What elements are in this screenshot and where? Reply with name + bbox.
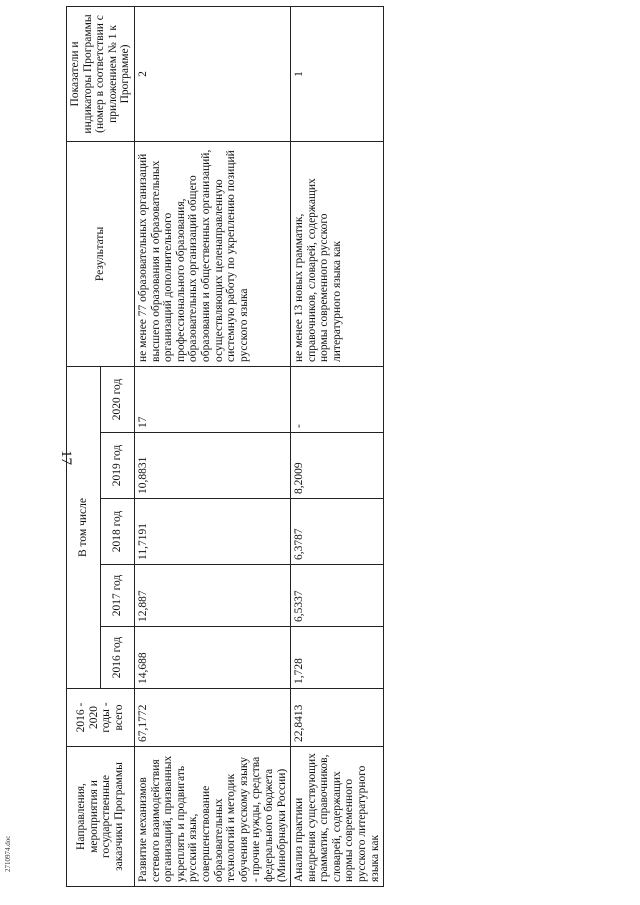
header-year-2020: 2020 год (100, 366, 134, 432)
header-year-2016: 2016 год (100, 627, 134, 689)
document-id: 2710974.doc (4, 835, 12, 872)
header-indicators: Показатели и индикаторы Программы (номер в соответствии с приложением № 1 к Программе) (67, 6, 135, 141)
header-direction: Направления, мероприятия и государственные заказчики Программы (67, 747, 135, 887)
cell-2018: 6,3787 (291, 499, 384, 565)
cell-direction: Анализ практики внедрения существующих грамматик, справочников, словарей, содержащих нормы современного русского литературного языка как (291, 747, 384, 887)
header-year-2017: 2017 год (100, 565, 134, 627)
cell-2020: 17 (134, 366, 290, 432)
cell-direction: Развитие механизмов сетевого взаимодействия организаций, призванных укреплять и продвигать русский язык, совершенствование образовательных технологий и методик обучения русскому языку - прочие нужды, средства федерального бюджета (Минобрнауки России) (134, 747, 290, 887)
header-results: Результаты (67, 141, 135, 366)
cell-results: не менее 13 новых грамматик, справочников, словарей, содержащих нормы современного русского литературного языка как (291, 141, 384, 366)
header-total: 2016 - 2020 годы - всего (67, 689, 135, 747)
header-including: В том числе (67, 366, 101, 688)
table-row (291, 6, 384, 886)
header-year-2019: 2019 год (100, 433, 134, 499)
cell-total: 22,8413 (291, 689, 384, 747)
cell-indicator: 2 (134, 6, 290, 141)
cell-2016: 14,688 (134, 627, 290, 689)
page-number: 17 (58, 450, 74, 465)
cell-results: не менее 77 образовательных организаций высшего образования и образовательных организаций дополнительного профессионального образования, образовательных организаций общего образования и общественных организаций, осуществляющих целенаправленную системную работу по укреплению позиций русского языка (134, 141, 290, 366)
cell-indicator: 1 (291, 6, 384, 141)
cell-2020: - (291, 366, 384, 432)
cell-2017: 6,5337 (291, 565, 384, 627)
header-year-2018: 2018 год (100, 499, 134, 565)
cell-2019: 8,2009 (291, 433, 384, 499)
cell-total: 67,1772 (134, 689, 290, 747)
cell-2018: 11,7191 (134, 499, 290, 565)
program-table-wrap (66, 7, 640, 887)
cell-2019: 10,8831 (134, 433, 290, 499)
program-table (66, 6, 384, 887)
cell-2017: 12,887 (134, 565, 290, 627)
cell-2016: 1,728 (291, 627, 384, 689)
table-sheet (58, 0, 640, 905)
table-row (134, 6, 290, 886)
